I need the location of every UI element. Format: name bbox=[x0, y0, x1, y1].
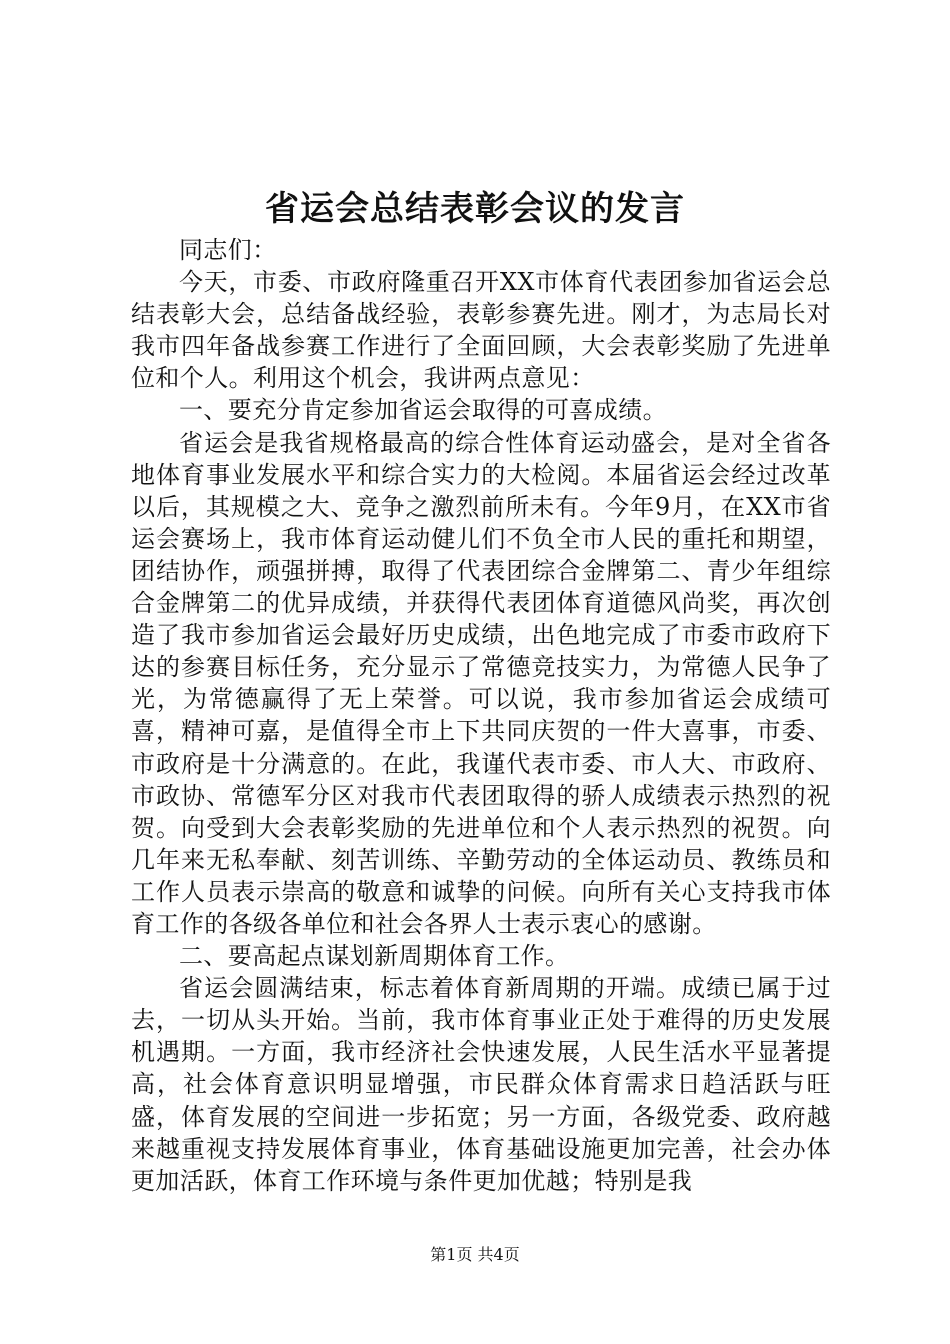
section-heading-1: 一、要充分肯定参加省运会取得的可喜成绩。 bbox=[179, 396, 667, 425]
section-heading-2: 二、要高起点谋划新周期体育工作。 bbox=[179, 942, 570, 971]
salutation: 同志们： bbox=[179, 236, 277, 264]
document-title: 省运会总结表彰会议的发言 bbox=[265, 189, 685, 229]
document-body bbox=[131, 234, 831, 1197]
page-number-footer: 第1页 共4页 bbox=[430, 1245, 520, 1264]
paragraph-achievements: 省运会是我省规格最高的综合性体育运动盛会，是对全省各地体育事业发展水平和综合实力的大检阅。本届省运会经过改革以后，其规模之大、竞争之激烈前所未有。今年9月，在XX市省运会赛场上，我市体育运动健儿们不负全市人民的重托和期望，团结协作，顽强拼搏，取得了代表团综合金牌第二、青少年组综合金牌第二的优异成绩，并获得代表团体育道德风尚奖，再次创造了我市参加省运会最好历史成绩，出色地完成了市委市政府下达的参赛目标任务，充分显示了常德竞技实力，为常德人民争了光，为常德赢得了无上荣誉。可以说，我市参加省运会成绩可喜，精神可嘉，是值得全市上下共同庆贺的一件大喜事，市委、市政府是十分满意的。在此，我谨代表市委、市人大、市政府、市政协、常德军分区对我市代表团取得的骄人成绩表示热烈的祝贺。向受到大会表彰奖励的先进单位和个人表示热烈的祝贺。向几年来无私奉献、刻苦训练、辛勤劳动的全体运动员、教练员和工作人员表示崇高的敬意和诚挚的问候。向所有关心支持我市体育工作的各级各单位和社会各界人士表示衷心的感谢。 bbox=[131, 428, 831, 938]
paragraph-intro: 今天，市委、市政府隆重召开XX市体育代表团参加省运会总结表彰大会，总结备战经验，表彰参赛先进。刚才，为志局长对我市四年备战参赛工作进行了全面回顾，大会表彰奖励了先进单位和个人。利用这个机会，我讲两点意见： bbox=[131, 268, 831, 393]
paragraph-new-cycle: 省运会圆满结束，标志着体育新周期的开端。成绩已属于过去，一切从头开始。当前，我市体育事业正处于难得的历史发展机遇期。一方面，我市经济社会快速发展，人民生活水平显著提高，社会体育意识明显增强，市民群众体育需求日趋活跃与旺盛，体育发展的空间进一步拓宽；另一方面，各级党委、政府越来越重视支持发展体育事业，体育基础设施更加完善，社会办体更加活跃，体育工作环境与条件更加优越；特别是我 bbox=[131, 974, 831, 1195]
